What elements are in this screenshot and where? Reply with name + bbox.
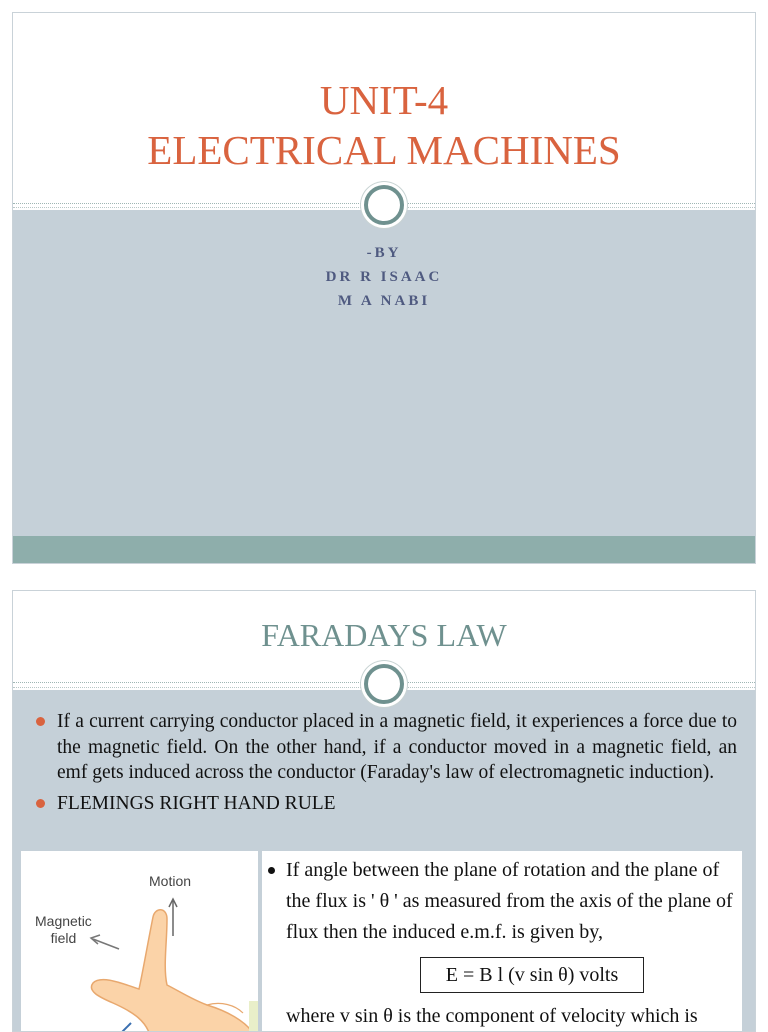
circle-ornament-icon (364, 185, 404, 225)
list-item (33, 791, 737, 817)
title-line-1: UNIT-4 (319, 77, 449, 123)
formula-bullet-text: If angle between the plane of rotation and the plane of the flux is ' θ ' as measured from the axis of the plane of flux then the induced e.m.f. is given by, (286, 859, 733, 943)
emf-equation: E = B l (v sin θ) volts (420, 957, 644, 993)
byline-author-2: M A NABI (337, 293, 431, 309)
formula-continuation-text: where v sin θ is the component of velocity which is (286, 1005, 698, 1027)
title-area (13, 13, 755, 209)
footer-band (13, 536, 755, 563)
formula-description (266, 855, 736, 948)
byline-by: -BY (366, 245, 402, 261)
motion-label: Motion (149, 873, 192, 889)
circle-ornament-icon (364, 664, 404, 704)
slide-title: FARADAYS LAW (261, 617, 507, 653)
bullet-list (33, 709, 737, 821)
formula-bullet (266, 855, 736, 948)
content-slide (12, 590, 756, 1032)
right-hand-rule-figure (21, 851, 258, 1032)
magnetic-field-label-line-2: field (50, 930, 77, 946)
formula-panel (262, 851, 742, 1032)
bullet-icon (268, 867, 275, 874)
magnetic-field-label-line-1: Magnetic (35, 913, 92, 929)
byline-author-1: DR R ISAAC (325, 269, 443, 285)
bullet-icon (36, 799, 45, 808)
author-byline (13, 241, 755, 313)
bullet-icon (36, 717, 45, 726)
formula-continuation (266, 1001, 756, 1032)
title-slide (12, 12, 756, 564)
magnetic-field-label (35, 913, 92, 947)
list-item (33, 709, 737, 786)
title-line-2: ELECTRICAL MACHINES (147, 127, 621, 173)
slide-title (13, 75, 755, 175)
bullet-text: FLEMINGS RIGHT HAND RULE (57, 792, 336, 814)
bullet-text: If a current carrying conductor placed in a magnetic field, it experiences a force due to the magnetic field. On the other hand, if a conductor moved in a magnetic field, an emf gets induced across the conductor (Faraday's law of electromagnetic induction). (57, 711, 737, 783)
